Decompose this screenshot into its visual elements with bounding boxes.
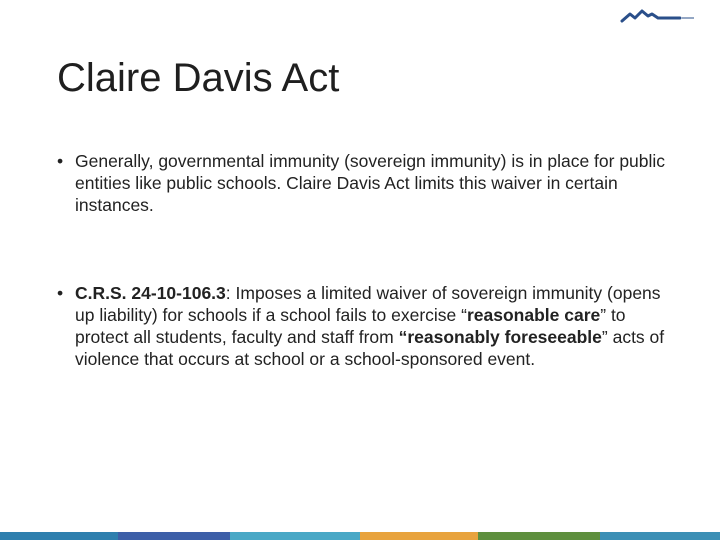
- footer-color-segment: [0, 532, 118, 540]
- bullet-list: [57, 150, 677, 370]
- footer-color-segment: [118, 532, 230, 540]
- footer-color-segment: [600, 532, 720, 540]
- bullet-item-statute: [57, 282, 677, 370]
- bullet-text-part: ” acts of violence that occurs at school or a school-sponsored event.: [75, 327, 665, 369]
- bullet-text-part: ” to protect all students, faculty and staff from: [75, 305, 626, 347]
- reasonably-foreseeable-term: “reasonably foreseeable: [398, 327, 602, 347]
- bullet-text-part: : Imposes a limited waiver of sovereign immunity (opens up liability) for schools if a school fails to exercise “: [75, 283, 661, 325]
- slide-title: Claire Davis Act: [57, 56, 340, 100]
- footer-color-segment: [478, 532, 600, 540]
- statute-reference: C.R.S. 24-10-106.3: [75, 283, 226, 303]
- footer-color-segment: [230, 532, 360, 540]
- bullet-text: Generally, governmental immunity (sovereign immunity) is in place for public entities like public schools. Claire Davis Act limits this waiver in certain instances.: [75, 151, 666, 215]
- bullet-marker: •: [57, 283, 64, 303]
- mountain-logo-icon: [618, 6, 698, 26]
- bullet-item-immunity: [57, 150, 677, 216]
- reasonable-care-term: reasonable care: [466, 305, 601, 325]
- footer-color-bar: [0, 532, 720, 540]
- bullet-marker: •: [57, 151, 64, 171]
- footer-color-segment: [360, 532, 478, 540]
